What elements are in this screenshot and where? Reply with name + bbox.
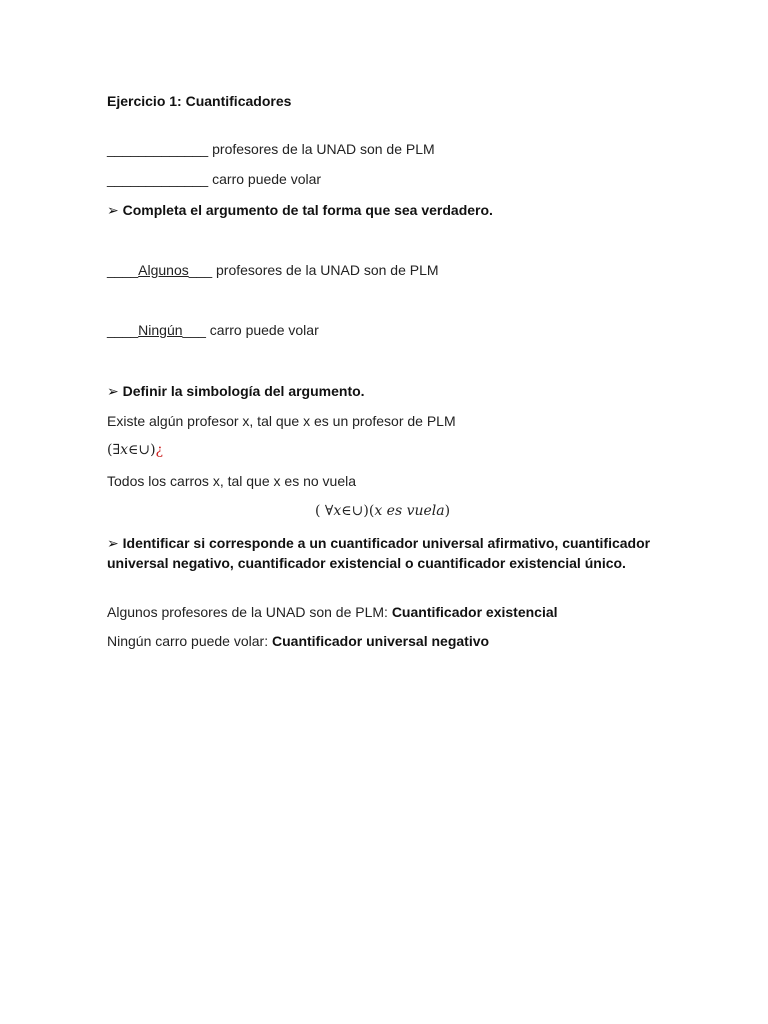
answer-pre: ____ — [107, 262, 139, 278]
arrow-bullet-icon: ➢ — [107, 202, 119, 218]
formula-open: (∃ — [107, 442, 121, 458]
answer-text: profesores de la UNAD son de PLM — [212, 262, 439, 278]
answer-line-1 — [107, 261, 439, 279]
instruction-symbology — [107, 382, 365, 400]
instruction-complete — [107, 201, 493, 219]
formula-existential — [107, 441, 163, 459]
formula-rest: ∈∪) — [127, 442, 156, 458]
formula-open: ( ∀ — [315, 503, 334, 519]
prompt-text: carro puede volar — [208, 171, 322, 187]
formula-expr: x es vuela — [374, 503, 445, 519]
formula-rest: ∈∪)( — [341, 503, 375, 519]
symbology-line-1: Existe algún profesor x, tal que x es un profesor de PLM — [107, 413, 456, 429]
answer-word: Ningún — [138, 322, 183, 338]
result-value: Cuantificador existencial — [391, 604, 558, 620]
answer-line-2 — [107, 321, 319, 339]
result-value: Cuantificador universal negativo — [272, 633, 490, 649]
result-line-2 — [107, 632, 489, 650]
instruction-text: Definir la simbología del argumento. — [118, 383, 365, 399]
result-line-1 — [107, 603, 558, 621]
exercise-title: Ejercicio 1: Cuantificadores — [107, 93, 292, 109]
formula-universal — [315, 502, 450, 520]
instruction-text: Identificar si corresponde a un cuantificador universal afirmativo, cuantificador universal negativo, cuantificador existencial o cuantificador existencial único. — [107, 535, 651, 571]
blank: _____________ — [107, 171, 209, 187]
formula-close: ) — [444, 503, 451, 519]
prompt-line-2 — [107, 170, 321, 188]
formula-glyph: ¿ — [155, 442, 164, 458]
prompt-line-1 — [107, 140, 435, 158]
instruction-text: Completa el argumento de tal forma que sea verdadero. — [118, 202, 493, 218]
answer-pre: ____ — [107, 322, 139, 338]
result-label: Ningún carro puede volar: — [107, 633, 272, 649]
prompt-text: profesores de la UNAD son de PLM — [208, 141, 435, 157]
formula-var: x — [120, 442, 128, 458]
formula-var: x — [333, 503, 342, 519]
answer-text: carro puede volar — [205, 322, 319, 338]
result-label: Algunos profesores de la UNAD son de PLM: — [107, 604, 392, 620]
answer-post: ___ — [182, 322, 206, 338]
instruction-identify — [107, 533, 652, 573]
symbology-line-2: Todos los carros x, tal que x es no vuela — [107, 473, 357, 489]
arrow-bullet-icon: ➢ — [107, 535, 119, 551]
answer-word: Algunos — [138, 262, 189, 278]
answer-post: ___ — [188, 262, 213, 278]
blank: _____________ — [107, 141, 209, 157]
arrow-bullet-icon: ➢ — [107, 383, 119, 399]
